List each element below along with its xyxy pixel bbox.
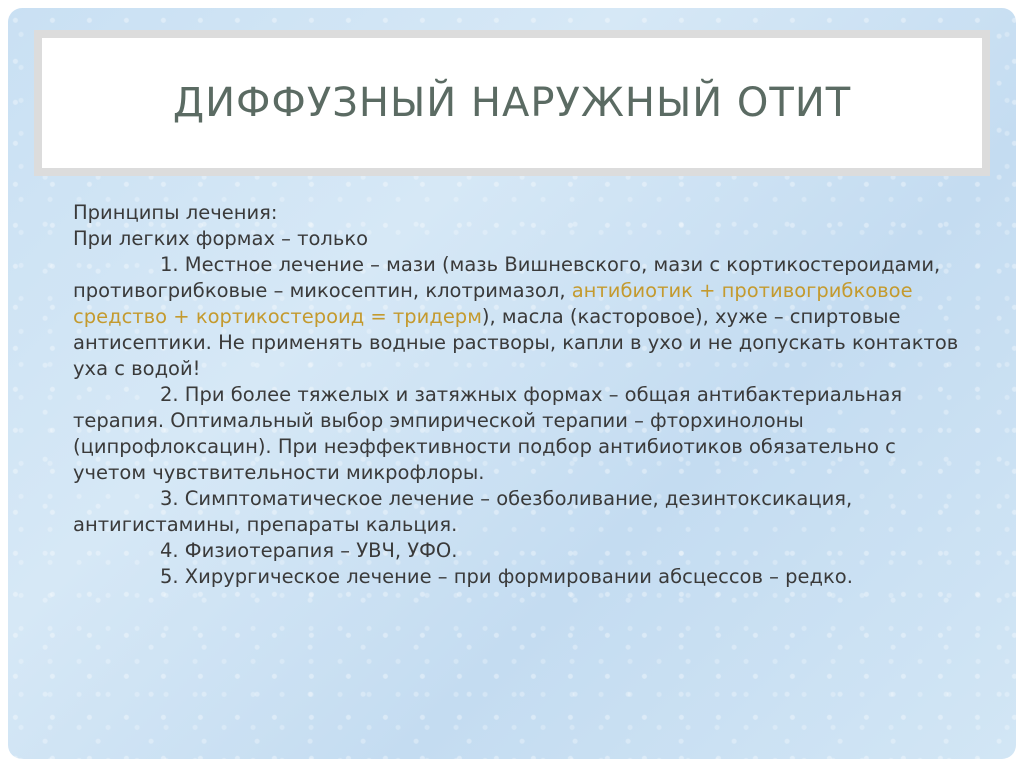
list-item-surgical-treatment: 5. Хирургическое лечение – при формировании абсцессов – редко. bbox=[160, 565, 853, 588]
slide bbox=[8, 8, 1016, 759]
list-item-symptomatic-treatment: 3. Симптоматическое лечение – обезболивание, дезинтоксикация, антигистамины, препараты кальция. bbox=[73, 487, 853, 536]
title-frame bbox=[34, 30, 990, 176]
list-item-local-treatment bbox=[73, 252, 973, 382]
title-box bbox=[42, 38, 982, 168]
intro-line-mild-forms: При легких формах – только bbox=[73, 227, 369, 250]
slide-body bbox=[73, 200, 973, 590]
list-item-systemic-therapy: 2. При более тяжелых и затяжных формах – общая антибактериальная терапия. Оптимальный выбор эмпирической терапии – фторхинолоны (ципрофлоксацин). При неэффективности подбор антибиотиков обязательно с учетом чувствительности микрофлоры. bbox=[73, 383, 903, 484]
item1-text-start: 1. Местное лечение – мази (мазь Вишневского, мази с кортикостероидами, противогрибковые – микосептин, клотримазол, bbox=[73, 253, 941, 302]
item1-text-end: ), масла (касторовое), хуже – спиртовые антисептики. Не применять водные растворы, капли в ухо и не допускать контактов уха с водой! bbox=[73, 305, 959, 380]
item1-highlight-triderm: антибиотик + противогрибковое средство + кортикостероид = тридерм bbox=[73, 279, 913, 328]
list-item-physiotherapy: 4. Физиотерапия – УВЧ, УФО. bbox=[160, 539, 458, 562]
slide-title: ДИФФУЗНЫЙ НАРУЖНЫЙ ОТИТ bbox=[172, 80, 852, 126]
intro-line-principles: Принципы лечения: bbox=[73, 201, 278, 224]
